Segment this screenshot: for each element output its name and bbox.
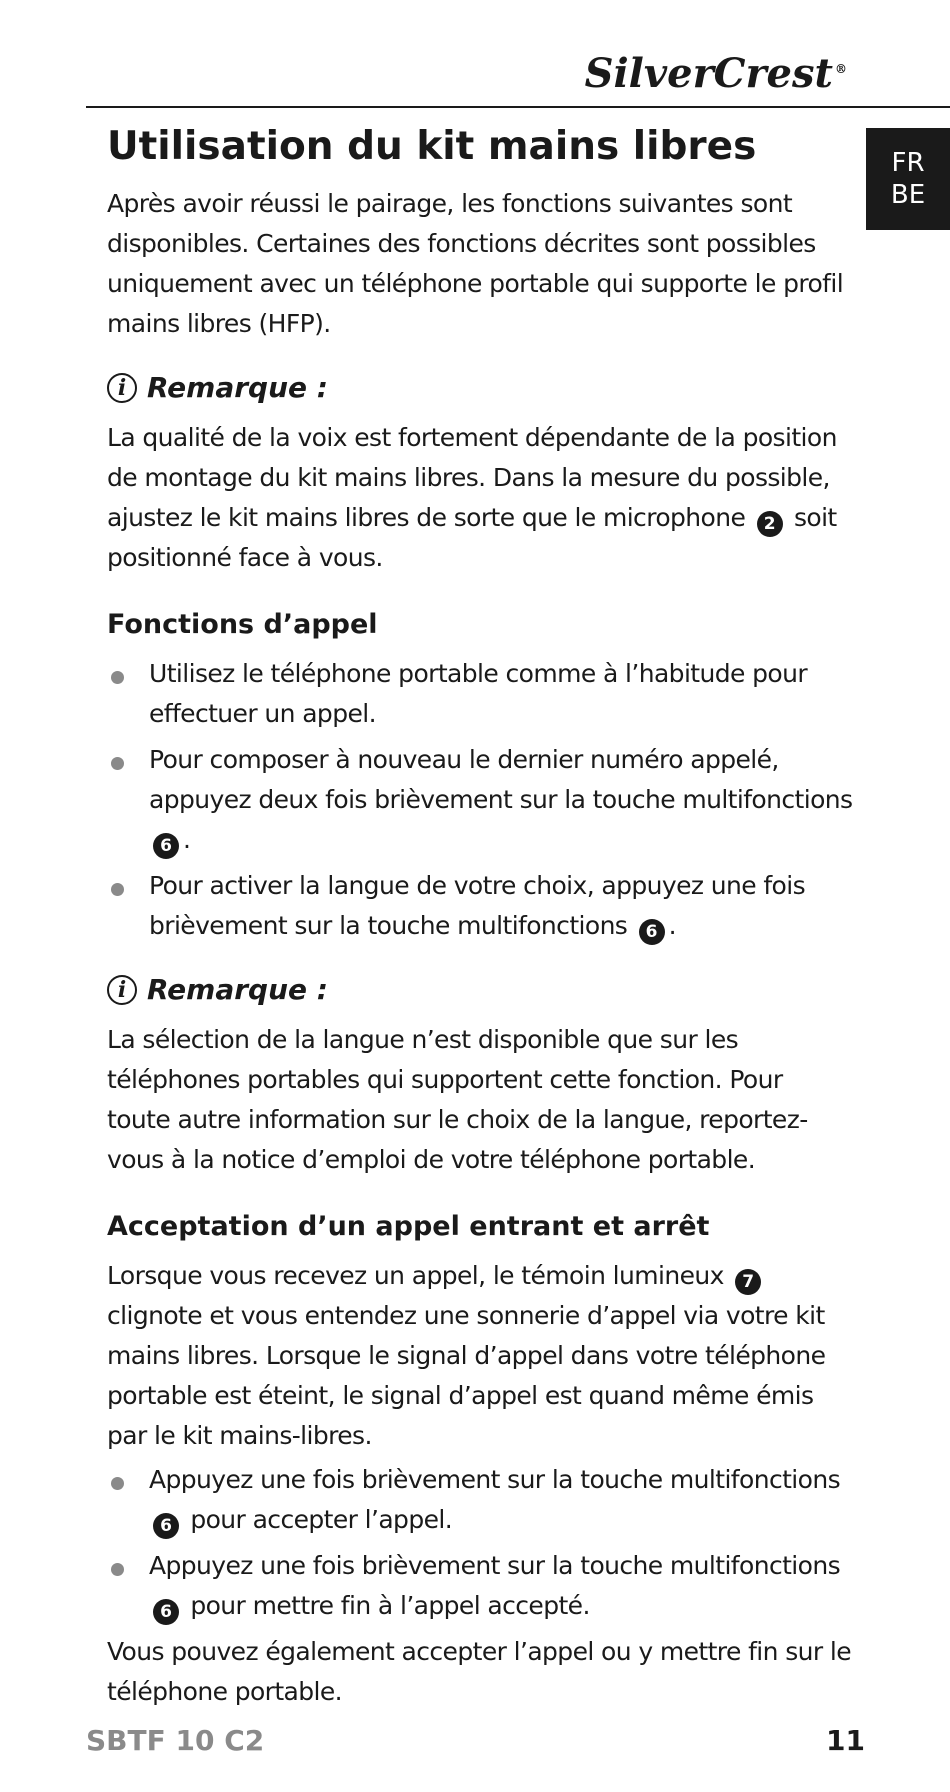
reference-number-badge: 6 (153, 1513, 179, 1539)
brand-logo: SilverCrest ® (584, 50, 847, 97)
reference-number-badge: 2 (757, 511, 783, 537)
list-item (107, 740, 853, 860)
accept-call-list (107, 1460, 853, 1626)
reference-number-badge: 6 (153, 1599, 179, 1625)
note-paragraph: La sélection de la langue n’est disponible que sur les téléphones portables qui supportent cette fonction. Pour toute autre information sur le choix de la langue, reportez-vous à la notice d’emploi de votre téléphone portable. (107, 1025, 808, 1174)
info-icon: i (107, 975, 137, 1005)
language-tab (866, 128, 950, 230)
list-item (107, 654, 853, 734)
list-item-text: Pour activer la langue de votre choix, appuyez une fois brièvement sur la touche multifonctions (149, 871, 806, 940)
list-item (107, 1460, 853, 1540)
note-heading (107, 966, 853, 1014)
note-text: La qualité de la voix est fortement dépendante de la position de montage du kit mains libres. Dans la mesure du possible, ajustez le kit mains libres de sorte que le microphone (107, 423, 837, 532)
list-item-text: Utilisez le téléphone portable comme à l’habitude pour effectuer un appel. (149, 659, 808, 728)
accept-paragraph (107, 1256, 853, 1456)
list-item-text: Appuyez une fois brièvement sur la touche multifonctions (149, 1465, 840, 1494)
page-content (107, 118, 853, 1712)
paragraph-text: Lorsque vous recevez un appel, le témoin lumineux (107, 1261, 732, 1290)
list-item-text-end: . (668, 911, 676, 940)
intro-paragraph: Après avoir réussi le pairage, les fonctions suivantes sont disponibles. Certaines des fonctions décrites sont possibles uniquement avec un téléphone portable qui supporte le profil mains libres (HFP). (107, 189, 844, 338)
list-item-text-end: . (183, 825, 191, 854)
section-heading-accept-call: Acceptation d’un appel entrant et arrêt (107, 1211, 710, 1242)
note-heading-label: Remarque : (147, 973, 328, 1006)
list-item-text-end: pour accepter l’appel. (183, 1505, 453, 1534)
page-title: Utilisation du kit mains libres (107, 124, 757, 169)
reference-number-badge: 7 (735, 1269, 761, 1295)
page-number: 11 (826, 1724, 865, 1757)
footer-model-number: SBTF 10 C2 (86, 1724, 265, 1757)
note-paragraph (107, 418, 853, 578)
reference-number-badge: 6 (639, 919, 665, 945)
list-item-text: Appuyez une fois brièvement sur la touche multifonctions (149, 1551, 840, 1580)
list-item-text-end: pour mettre fin à l’appel accepté. (183, 1591, 590, 1620)
language-code-be: BE (890, 180, 926, 210)
list-item (107, 1546, 853, 1626)
paragraph-text-end: clignote et vous entendez une sonnerie d’appel via votre kit mains libres. Lorsque le signal d’appel dans votre téléphone portable est éteint, le signal d’appel est quand même émis par le kit mains-libres. (107, 1301, 826, 1450)
list-item-text: Pour composer à nouveau le dernier numéro appelé, appuyez deux fois brièvement sur la touche multifonctions (149, 745, 853, 814)
list-item (107, 866, 853, 946)
note-heading (107, 364, 853, 412)
closing-paragraph: Vous pouvez également accepter l’appel ou y mettre fin sur le téléphone portable. (107, 1637, 852, 1706)
note-heading-label: Remarque : (147, 371, 328, 404)
info-icon: i (107, 373, 137, 403)
note-text-end: soit positionné face à vous. (107, 503, 837, 572)
call-functions-list (107, 654, 853, 946)
reference-number-badge: 6 (153, 833, 179, 859)
section-heading-call-functions: Fonctions d’appel (107, 609, 378, 640)
language-code-fr: FR (891, 148, 925, 178)
header-divider (86, 106, 950, 108)
